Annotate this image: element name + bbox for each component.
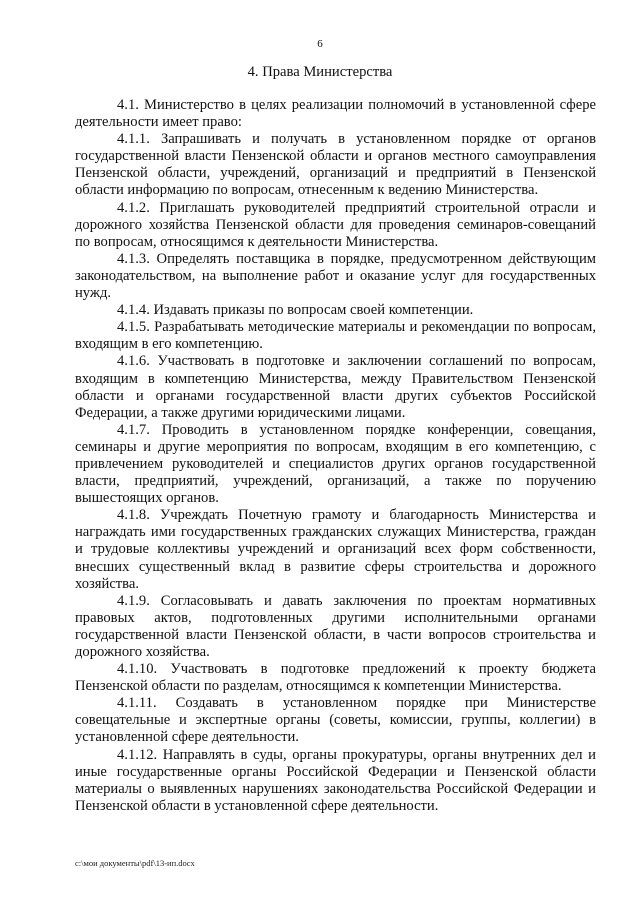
paragraph-4-1-3: 4.1.3. Определять поставщика в порядке, предусмотренном действующим законодательством, на выполнение работ и оказание услуг для государственных нужд. <box>75 250 596 302</box>
paragraph-4-1: 4.1. Министерство в целях реализации полномочий в установленной сфере деятельности имеет право: <box>75 97 596 131</box>
document-body <box>75 97 596 815</box>
paragraph-4-1-12: 4.1.12. Направлять в суды, органы прокуратуры, органы внутренних дел и иные государственные органы Российской Федерации и Пензенской области материалы о выявленных нарушениях законодательства Российской Федерации и Пензенской области в установленной сфере деятельности. <box>75 746 596 814</box>
paragraph-4-1-5: 4.1.5. Разрабатывать методические материалы и рекомендации по вопросам, входящим в его компетенцию. <box>75 319 596 353</box>
section-title: 4. Права Министерства <box>247 64 393 80</box>
paragraph-4-1-7: 4.1.7. Проводить в установленном порядке конференции, совещания, семинары и другие мероприятия по вопросам, входящим в его компетенцию, с привлечением руководителей и специалистов других органов государственной власти, предприятий, учреждений, организаций, а также по поручению вышестоящих органов. <box>75 421 596 507</box>
paragraph-4-1-8: 4.1.8. Учреждать Почетную грамоту и благодарность Министерства и награждать ими государственных гражданских служащих Министерства, граждан и трудовые коллективы учреждений и организаций всех форм собственности, внесших существенный вклад в развитие сферы строительства и дорожного хозяйства. <box>75 507 596 592</box>
paragraph-4-1-6: 4.1.6. Участвовать в подготовке и заключении соглашений по вопросам, входящим в компетенцию Министерства, между Правительством Пензенской области и органами государственной власти других субъектов Российской Федерации, а также другими юридическими лицами. <box>75 353 596 421</box>
paragraph-4-1-10: 4.1.10. Участвовать в подготовке предложений к проекту бюджета Пензенской области по разделам, относящимся к компетенции Министерства. <box>75 661 596 695</box>
footer-file-path: c:\мои документы\pdf\13-ип.docx <box>75 858 195 868</box>
paragraph-4-1-2: 4.1.2. Приглашать руководителей предприятий строительной отрасли и дорожного хозяйства Пензенской области для проведения семинаров-совещаний по вопросам, относящимся к деятельности Министерства. <box>75 199 596 250</box>
paragraph-4-1-1: 4.1.1. Запрашивать и получать в установленном порядке от органов государственной власти Пензенской области и органов местного самоуправления Пензенской области, учреждений, организаций и предприятий в Пензенской области информацию по вопросам, отнесенным к ведению Министерства. <box>75 131 596 199</box>
paragraph-4-1-11: 4.1.11. Создавать в установленном порядке при Министерстве совещательные и экспертные органы (советы, комиссии, группы, коллегии) в установленной сфере деятельности. <box>75 695 596 746</box>
paragraph-4-1-4: 4.1.4. Издавать приказы по вопросам своей компетенции. <box>117 302 474 319</box>
paragraph-4-1-9: 4.1.9. Согласовывать и давать заключения по проектам нормативных правовых актов, подготовленных другими исполнительными органами государственной власти Пензенской области, в части вопросов строительства и дорожного хозяйства. <box>75 592 596 660</box>
page-number: 6 <box>317 38 323 50</box>
